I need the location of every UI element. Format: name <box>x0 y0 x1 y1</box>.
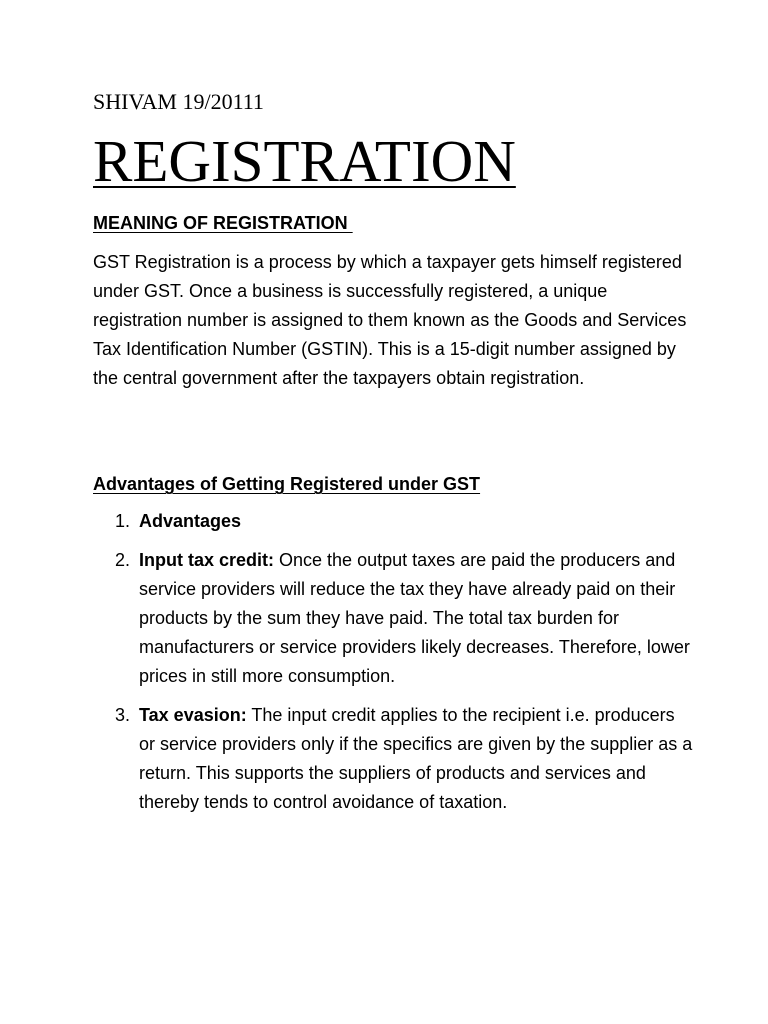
list-item <box>93 701 693 817</box>
list-item-number: 1. <box>115 511 131 531</box>
author-line: SHIVAM 19/20111 <box>93 89 264 114</box>
list-item-text: Once the output taxes are paid the producers and service providers will reduce the tax they have already paid on their products by the sum they have paid. The total tax burden for manufacturers or service providers likely decreases. Therefore, lower prices in still more consumption. <box>139 550 690 686</box>
list-item-label: Advantages <box>139 511 242 531</box>
list-item-label: Tax evasion: <box>139 705 247 725</box>
section-heading-advantages: Advantages of Getting Registered under GST <box>93 474 481 494</box>
section-heading-meaning: MEANING OF REGISTRATION <box>93 213 353 233</box>
meaning-paragraph: GST Registration is a process by which a taxpayer gets himself registered under GST. Once a business is successfully registered, a unique registration number is assigned to them known as the Goods and Services Tax Identification Number (GSTIN). This is a 15-digit number assigned by the central government after the taxpayers obtain registration. <box>93 252 687 388</box>
list-item <box>93 546 693 691</box>
document-title: REGISTRATION <box>93 128 516 194</box>
list-item-text: The input credit applies to the recipient i.e. producers or service providers only if the specifics are given by the supplier as a return. This supports the suppliers of products and services and thereby tends to control avoidance of taxation. <box>139 705 693 812</box>
advantages-list <box>93 507 693 827</box>
list-item-number: 3. <box>115 705 131 725</box>
list-item-label: Input tax credit: <box>139 550 275 570</box>
list-item <box>93 507 693 536</box>
list-item-number: 2. <box>115 550 131 570</box>
